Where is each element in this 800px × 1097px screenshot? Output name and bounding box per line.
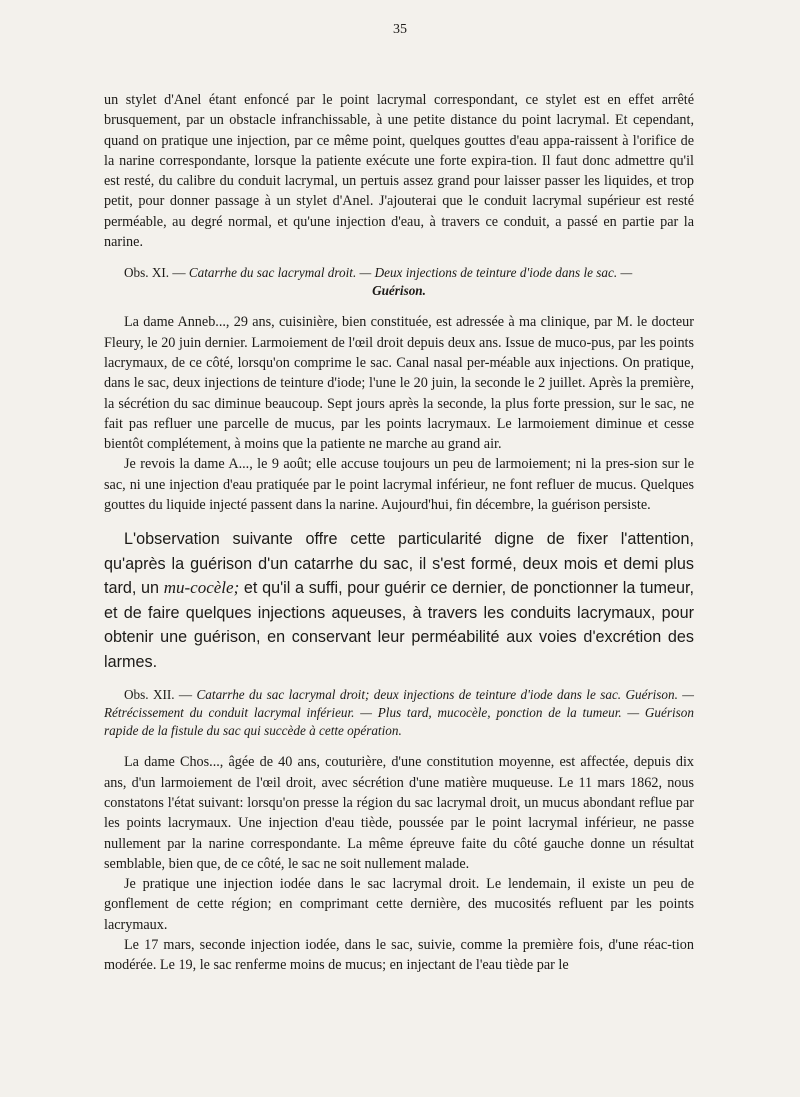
paragraph-case-anneb: La dame Anneb..., 29 ans, cuisinière, bien constituée, est adressée à ma clinique, par M. le docteur Fleury, le 20 juin dernier. Larmoiement de l'œil droit depuis deux ans. Issue de muco-pus, par les points lacrymaux, de ce côté, lorsqu'on comprime le sac. Canal nasal per-méable aux injections. On pratique, dans le sac, deux injections de teinture d'iode; l'une le 20 juin, la seconde le 2 juillet. Après la première, la sécrétion du sac diminue beaucoup. Sept jours après la seconde, la plus forte pression, sur le sac, ne fait pas refluer une parcelle de mucus, par les points lacrymaux. Le larmoiement diminue et cesse bientôt complétement, à moins que la patiente ne marche au grand air. bbox=[104, 314, 694, 453]
paragraph-transition bbox=[104, 527, 694, 674]
observation-xii-heading bbox=[104, 686, 694, 740]
observation-xii-label: Obs. XII. — bbox=[124, 687, 197, 703]
observation-xi-title: Catarrhe du sac lacrymal droit. — Deux injections de teinture d'iode dans le sac. — bbox=[188, 265, 633, 281]
page-number: 35 bbox=[393, 22, 407, 37]
paragraph-second-injection: Le 17 mars, seconde injection iodée, dans le sac, suivie, comme la première fois, d'une réac-tion modérée. Le 19, le sac renferme moins de mucus; en injectant de l'eau tiède par le bbox=[104, 937, 694, 974]
transition-text-a: L'observation suivante offre cette particularité digne de fixer l'attention, qu'après la guérison d'un catarrhe du sac, il s'est formé, deux mois et demi plus tard, un bbox=[104, 530, 694, 598]
transition-term: mu-cocèle; bbox=[163, 578, 240, 598]
text-column bbox=[104, 90, 694, 976]
observation-xii-title: Catarrhe du sac lacrymal droit; deux injections de teinture d'iode dans le sac. Guérison. — Rétrécissement du conduit lacrymal inférieur. — Plus tard, mucocèle, ponction de la tumeur. — Guérison rapide de la fistule du sac qui succède à cette opération. bbox=[104, 687, 694, 739]
paragraph-case-chos: La dame Chos..., âgée de 40 ans, couturière, d'une constitution moyenne, est affectée, depuis dix ans, d'un larmoiement de l'œil droit, avec sécrétion d'une matière muqueuse. Le 11 mars 1862, nous constatons l'état suivant: lorsqu'on presse la région du sac lacrymal droit, un mucus abondant reflue par les points lacrymaux. Une injection d'eau tiède, poussée par le point lacrymal inférieur, ne passe nullement par la narine correspondante. La même épreuve faite du côté gauche donne un résultat semblable, bien que, de ce côté, le sac ne soit nullement malade. bbox=[104, 754, 694, 872]
transition-text-b: et qu'il a suffi, pour guérir ce dernier, de ponctionner la tumeur, et de faire quelques injections aqueuses, à travers les conduits lacrymaux, pour obtenir une guérison, en conservant leur perméabilité aux voies d'excrétion des larmes. bbox=[104, 579, 694, 671]
observation-xi-title-end: Guérison. bbox=[372, 283, 426, 299]
observation-xi-heading bbox=[104, 264, 694, 300]
paragraph-followup: Je revois la dame A..., le 9 août; elle accuse toujours un peu de larmoiement; ni la pres-sion sur le sac, ni une injection d'eau pratiquée par le point lacrymal inférieur, ne font refluer de mucus. Quelques gouttes du liquide injecté passent dans la narine. Aujourd'hui, fin décembre, la guérison persiste. bbox=[104, 456, 694, 514]
paragraph-iodine-injection: Je pratique une injection iodée dans le sac lacrymal droit. Le lendemain, il existe un peu de gonflement de cette région; en comprimant cette dernière, des mucosités refluent par les points lacrymaux. bbox=[104, 876, 694, 933]
paragraph-continuation: un stylet d'Anel étant enfoncé par le point lacrymal correspondant, ce stylet est en effet arrêté brusquement, par un obstacle infranchissable, à une petite distance du point lacrymal. Et cependant, quand on pratique une injection, par ce même point, quelques gouttes d'eau appa-raissent à l'orifice de la narine correspondante, lorsque la patiente exécute une forte expira-tion. Il faut donc admettre qu'il est resté, du calibre du conduit lacrymal, un pertuis assez grand pour laisser passer les liquides, et trop petit, pour donner passage à un stylet d'Anel. J'ajouterai que le conduit lacrymal supérieur est resté perméable, au degré normal, et qu'une injection d'eau, à travers ce conduit, a passé en partie par la narine. bbox=[104, 92, 694, 251]
observation-xi-label: Obs. XI. — bbox=[124, 265, 189, 281]
